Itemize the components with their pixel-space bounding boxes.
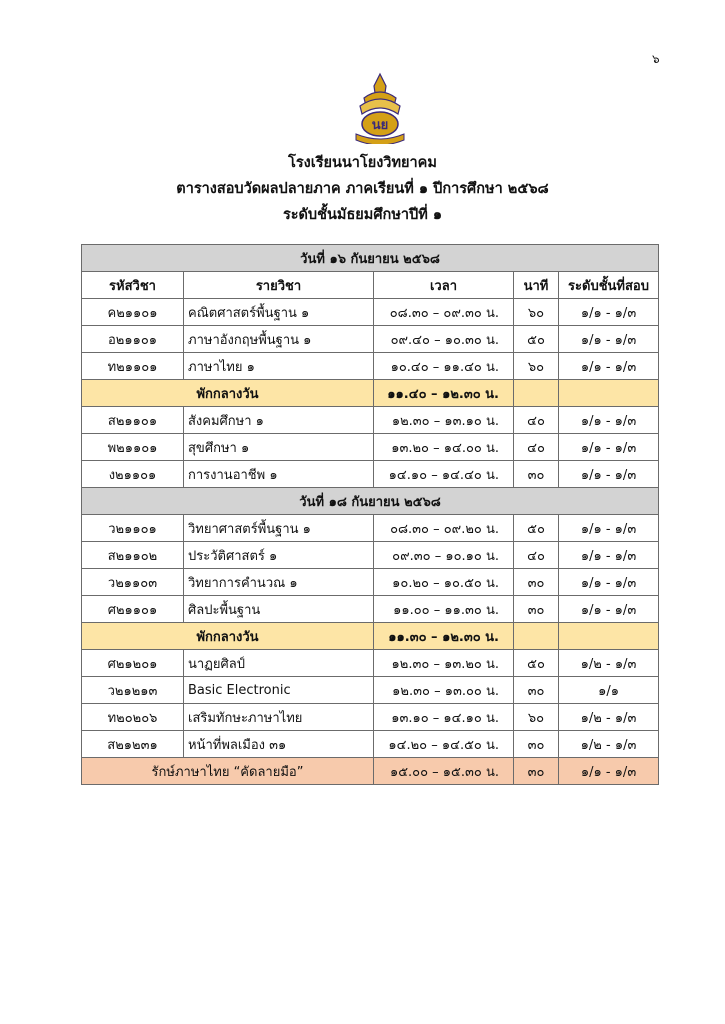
table-row [82, 515, 659, 542]
svg-text:นย: นย [371, 118, 389, 133]
exam-minutes: ๓๐ [514, 677, 559, 704]
day-header-row [82, 488, 659, 515]
day-header-row [82, 245, 659, 272]
special-time: ๑๕.๐๐ – ๑๕.๓๐ น. [374, 758, 514, 785]
school-name: โรงเรียนนาโยงวิทยาคม [288, 155, 437, 171]
exam-levels: ๑/๑ - ๑/๓ [559, 353, 659, 380]
subject-name: ภาษาไทย ๑ [184, 353, 374, 380]
exam-levels: ๑/๑ - ๑/๓ [559, 515, 659, 542]
subject-code: ศ๒๑๒๐๑ [82, 650, 184, 677]
exam-minutes: ๔๐ [514, 407, 559, 434]
subject-name: ศิลปะพื้นฐาน [184, 596, 374, 623]
school-crest-icon [352, 72, 408, 144]
exam-minutes: ๖๐ [514, 353, 559, 380]
table-row [82, 677, 659, 704]
subject-code: ว๒๑๑๐๑ [82, 515, 184, 542]
exam-levels: ๑/๒ - ๑/๓ [559, 704, 659, 731]
subject-name: สังคมศึกษา ๑ [184, 407, 374, 434]
subject-name: การงานอาชีพ ๑ [184, 461, 374, 488]
subject-code: ส๒๑๑๐๒ [82, 542, 184, 569]
table-row [82, 353, 659, 380]
break-label: พักกลางวัน [82, 623, 374, 650]
exam-minutes: ๖๐ [514, 299, 559, 326]
exam-title: ตารางสอบวัดผลปลายภาค ภาคเรียนที่ ๑ ปีการศึกษา ๒๕๖๘ [176, 181, 549, 197]
header-levels: ระดับชั้นที่สอบ [559, 272, 659, 299]
subject-name: เสริมทักษะภาษาไทย [184, 704, 374, 731]
special-levels: ๑/๑ - ๑/๓ [559, 758, 659, 785]
subject-code: ว๒๑๑๐๓ [82, 569, 184, 596]
table-row [82, 731, 659, 758]
table-row [82, 461, 659, 488]
exam-time: ๑๔.๒๐ – ๑๔.๕๐ น. [374, 731, 514, 758]
exam-minutes: ๕๐ [514, 326, 559, 353]
exam-time: ๑๐.๒๐ – ๑๐.๕๐ น. [374, 569, 514, 596]
header-minutes: นาที [514, 272, 559, 299]
exam-levels: ๑/๑ [559, 677, 659, 704]
table-row [82, 407, 659, 434]
exam-minutes: ๓๐ [514, 731, 559, 758]
exam-time: ๑๓.๒๐ – ๑๔.๐๐ น. [374, 434, 514, 461]
exam-levels: ๑/๑ - ๑/๓ [559, 326, 659, 353]
exam-time: ๑๔.๑๐ – ๑๔.๔๐ น. [374, 461, 514, 488]
subject-code: พ๒๑๑๐๑ [82, 434, 184, 461]
subject-code: ส๒๑๒๓๑ [82, 731, 184, 758]
exam-levels: ๑/๒ - ๑/๓ [559, 731, 659, 758]
break-label: พักกลางวัน [82, 380, 374, 407]
special-activity-row [82, 758, 659, 785]
exam-time: ๐๙.๔๐ – ๑๐.๓๐ น. [374, 326, 514, 353]
special-minutes: ๓๐ [514, 758, 559, 785]
subject-name: วิทยาศาสตร์พื้นฐาน ๑ [184, 515, 374, 542]
exam-minutes: ๕๐ [514, 515, 559, 542]
exam-time: ๐๘.๓๐ – ๐๙.๓๐ น. [374, 299, 514, 326]
exam-time: ๐๘.๓๐ – ๐๙.๒๐ น. [374, 515, 514, 542]
subject-code: ท๒๑๑๐๑ [82, 353, 184, 380]
exam-minutes: ๓๐ [514, 596, 559, 623]
break-minutes-empty [514, 623, 559, 650]
subject-code: ค๒๑๑๐๑ [82, 299, 184, 326]
exam-time: ๑๒.๓๐ – ๑๓.๒๐ น. [374, 650, 514, 677]
exam-time: ๑๒.๓๐ – ๑๓.๐๐ น. [374, 677, 514, 704]
subject-code: ว๒๑๒๑๓ [82, 677, 184, 704]
table-row [82, 326, 659, 353]
exam-minutes: ๓๐ [514, 569, 559, 596]
subject-name: Basic Electronic [184, 677, 374, 704]
break-levels-empty [559, 380, 659, 407]
day-label: วันที่ ๑๘ กันยายน ๒๕๖๘ [82, 488, 659, 515]
page-number: ๖ [652, 52, 660, 66]
exam-schedule-table [81, 244, 659, 785]
special-label: รักษ์ภาษาไทย “คัดลายมือ” [82, 758, 374, 785]
title-block [0, 150, 725, 228]
break-time: ๑๑.๓๐ – ๑๒.๓๐ น. [374, 623, 514, 650]
exam-minutes: ๔๐ [514, 434, 559, 461]
lunch-break-row [82, 380, 659, 407]
exam-minutes: ๔๐ [514, 542, 559, 569]
subject-code: ง๒๑๑๐๑ [82, 461, 184, 488]
exam-levels: ๑/๑ - ๑/๓ [559, 434, 659, 461]
exam-levels: ๑/๑ - ๑/๓ [559, 596, 659, 623]
header-time: เวลา [374, 272, 514, 299]
break-time: ๑๑.๔๐ – ๑๒.๓๐ น. [374, 380, 514, 407]
subject-name: หน้าที่พลเมือง ๓๑ [184, 731, 374, 758]
subject-name: สุขศึกษา ๑ [184, 434, 374, 461]
subject-code: ศ๒๑๑๐๑ [82, 596, 184, 623]
exam-time: ๐๙.๓๐ – ๑๐.๑๐ น. [374, 542, 514, 569]
break-minutes-empty [514, 380, 559, 407]
exam-levels: ๑/๑ - ๑/๓ [559, 407, 659, 434]
table-row [82, 299, 659, 326]
exam-time: ๑๓.๑๐ – ๑๔.๑๐ น. [374, 704, 514, 731]
break-levels-empty [559, 623, 659, 650]
table-row [82, 704, 659, 731]
subject-code: อ๒๑๑๐๑ [82, 326, 184, 353]
exam-time: ๑๑.๐๐ – ๑๑.๓๐ น. [374, 596, 514, 623]
column-header-row [82, 272, 659, 299]
table-row [82, 542, 659, 569]
table-row [82, 650, 659, 677]
subject-name: นาฏยศิลป์ [184, 650, 374, 677]
exam-time: ๑๒.๓๐ – ๑๓.๑๐ น. [374, 407, 514, 434]
exam-levels: ๑/๑ - ๑/๓ [559, 299, 659, 326]
exam-minutes: ๓๐ [514, 461, 559, 488]
exam-time: ๑๐.๔๐ – ๑๑.๔๐ น. [374, 353, 514, 380]
header-code: รหัสวิชา [82, 272, 184, 299]
table-row [82, 596, 659, 623]
table-row [82, 569, 659, 596]
header-subject: รายวิชา [184, 272, 374, 299]
exam-minutes: ๕๐ [514, 650, 559, 677]
exam-levels: ๑/๑ - ๑/๓ [559, 542, 659, 569]
exam-levels: ๑/๑ - ๑/๓ [559, 569, 659, 596]
subject-name: วิทยาการคำนวณ ๑ [184, 569, 374, 596]
subject-code: ส๒๑๑๐๑ [82, 407, 184, 434]
day-label: วันที่ ๑๖ กันยายน ๒๕๖๘ [82, 245, 659, 272]
exam-minutes: ๖๐ [514, 704, 559, 731]
exam-levels: ๑/๒ - ๑/๓ [559, 650, 659, 677]
subject-name: ประวัติศาสตร์ ๑ [184, 542, 374, 569]
grade-level: ระดับชั้นมัธยมศึกษาปีที่ ๑ [282, 207, 443, 223]
table-row [82, 434, 659, 461]
subject-code: ท๒๐๒๐๖ [82, 704, 184, 731]
lunch-break-row [82, 623, 659, 650]
exam-levels: ๑/๑ - ๑/๓ [559, 461, 659, 488]
subject-name: ภาษาอังกฤษพื้นฐาน ๑ [184, 326, 374, 353]
subject-name: คณิตศาสตร์พื้นฐาน ๑ [184, 299, 374, 326]
